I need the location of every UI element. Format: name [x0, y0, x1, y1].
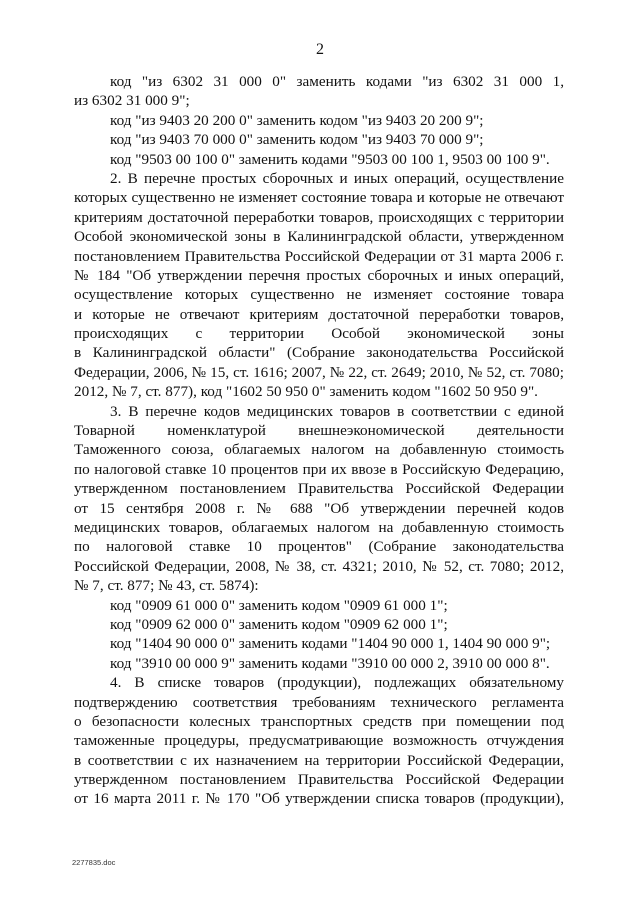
- text-line: код "0909 61 000 0" заменить кодом "0909 61 000 1";: [110, 596, 448, 614]
- text-line: таможенные процедуры, предусматривающие возможность отчуждения: [74, 732, 564, 750]
- document-filename: 2277835.doc: [72, 858, 116, 867]
- text-line: в Калининградской области" (Собрание законодательства Российской: [74, 344, 564, 362]
- text-line: Федерации, 2006, № 15, ст. 1616; 2007, № 22, ст. 2649; 2010, № 52, ст. 7080;: [74, 363, 564, 381]
- text-line: подтверждению соответствия требованиям технического регламента: [74, 693, 564, 711]
- text-line: код "из 9403 70 000 0" заменить кодом "из 9403 70 000 9";: [110, 131, 484, 149]
- text-line: Товарной номенклатурой внешнеэкономической деятельности: [74, 422, 564, 440]
- text-line: код "из 6302 31 000 0" заменить кодами "из 6302 31 000 1,: [110, 73, 564, 90]
- text-line: код "0909 62 000 0" заменить кодом "0909 62 000 1";: [110, 615, 448, 633]
- text-line: по налоговой ставке 10 процентов" (Собрание законодательства: [74, 538, 564, 556]
- text-line: 2012, № 7, ст. 877), код "1602 50 950 0" заменить кодом "1602 50 950 9".: [74, 383, 538, 401]
- text-line: и которые не отвечают критериям достаточной переработки товаров,: [74, 305, 564, 323]
- text-line: медицинских товаров, облагаемых налогом на добавленную стоимость: [74, 518, 564, 536]
- text-line: код "3910 00 000 9" заменить кодами "3910 00 000 2, 3910 00 000 8".: [110, 654, 550, 672]
- text-line: от 15 сентября 2008 г. № 688 "Об утверждении перечней кодов: [74, 499, 564, 517]
- document-body: [74, 72, 564, 809]
- text-line: которых существенно не изменяет состояние товара и которые не отвечают: [74, 189, 564, 207]
- text-line: Особой экономической зоны в Калининградской области, утвержденном: [74, 228, 564, 246]
- page-number: 2: [316, 41, 324, 58]
- text-line: код "1404 90 000 0" заменить кодами "1404 90 000 1, 1404 90 000 9";: [110, 635, 551, 653]
- text-line: по налоговой ставке 10 процентов при их ввозе в Российскую Федерацию,: [74, 460, 564, 478]
- text-line: код "из 9403 20 200 0" заменить кодом "из 9403 20 200 9";: [110, 111, 484, 129]
- text-line: Таможенного союза, облагаемых налогом на добавленную стоимость: [74, 441, 564, 459]
- text-line: № 184 "Об утверждении перечня простых сборочных и иных операций,: [74, 266, 564, 284]
- text-line: Российской Федерации, 2008, № 38, ст. 4321; 2010, № 52, ст. 7080; 2012,: [74, 557, 564, 575]
- text-line: утвержденном постановлением Правительства Российской Федерации: [74, 771, 564, 789]
- text-line: 3. В перечне кодов медицинских товаров в соответствии с единой: [110, 402, 564, 420]
- text-line: из 6302 31 000 9";: [74, 92, 190, 110]
- text-line: постановлением Правительства Российской Федерации от 31 марта 2006 г.: [74, 247, 564, 265]
- text-line: критериям достаточной переработки товаров, происходящих с территории: [74, 208, 564, 226]
- text-line: 2. В перечне простых сборочных и иных операций, осуществление: [110, 169, 564, 187]
- text-line: от 16 марта 2011 г. № 170 "Об утверждении списка товаров (продукции),: [74, 790, 564, 808]
- text-line: происходящих с территории Особой экономической зоны: [74, 325, 564, 343]
- text-line: утвержденном постановлением Правительства Российской Федерации: [74, 480, 564, 498]
- text-line: № 7, ст. 877; № 43, ст. 5874):: [74, 577, 259, 595]
- text-line: о безопасности колесных транспортных средств при помещении под: [74, 712, 564, 730]
- text-line: осуществление которых существенно не изменяет состояние товара: [74, 286, 564, 304]
- text-line: 4. В списке товаров (продукции), подлежащих обязательному: [110, 674, 564, 692]
- text-line: в соответствии с их назначением на территории Российской Федерации,: [74, 751, 564, 769]
- text-line: код "9503 00 100 0" заменить кодами "9503 00 100 1, 9503 00 100 9".: [110, 150, 550, 168]
